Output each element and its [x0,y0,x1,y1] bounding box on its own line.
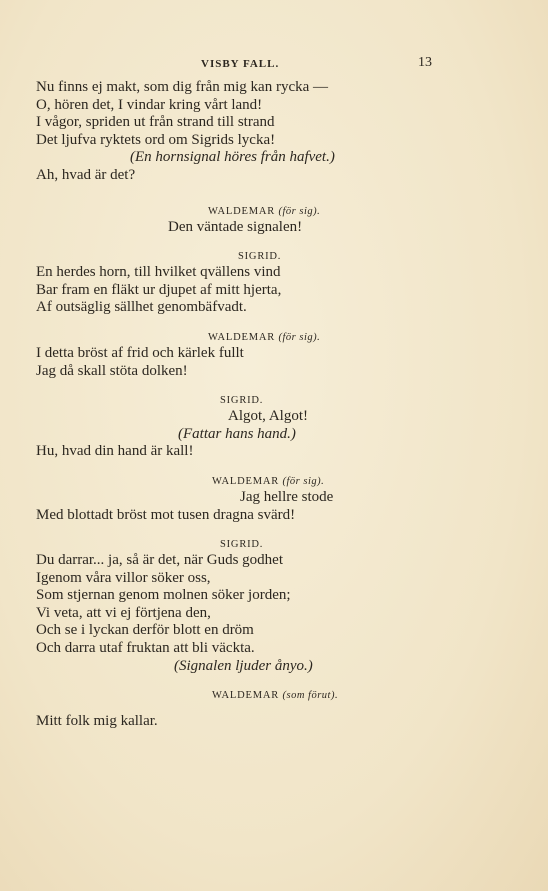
verse-line: Hu, hvad din hand är kall! [36,443,194,460]
verse-line: Igenom våra villor söker oss, [36,569,211,586]
speaker-heading [0,331,548,345]
stage-direction: (Signalen ljuder ånyo.) [174,657,313,674]
verse-line: I detta bröst af frid och kärlek fullt [36,344,244,361]
speaker-heading [0,538,548,552]
stage-direction: (Fattar hans hand.) [178,425,296,442]
verse-line: O, hören det, I vindar kring vårt land! [36,96,263,113]
verse-line: Bar fram en fläkt ur djupet af mitt hjerta, [36,281,282,298]
speaker-heading [0,205,548,219]
page-body [0,79,548,731]
verse-line: Och darra utaf fruktan att bli väckta. [36,640,255,657]
speaker-name: WALDEMAR [212,475,280,487]
verse-line: Det ljufva ryktets ord om Sigrids lycka! [36,131,276,148]
speaker-heading [0,394,548,408]
verse-line: Jag hellre stode [240,488,334,505]
verse-line: Med blottadt bröst mot tusen dragna svärd! [36,506,296,523]
verse-line: Som stjernan genom molnen söker jorden; [36,587,291,604]
verse-line: Den väntade signalen! [168,218,303,235]
speaker-heading [0,250,548,264]
verse-line: Och se i lyckan derför blott en dröm [36,622,254,639]
verse-line: Algot, Algot! [228,408,309,425]
speaker-aside: (för sig). [282,475,325,487]
stage-direction: (En hornsignal höres från hafvet.) [130,149,335,166]
verse-line: Mitt folk mig kallar. [36,713,158,730]
verse-line: Jag då skall stöta dolken! [36,362,188,379]
page-header [0,56,548,76]
speaker-name: SIGRID. [220,539,264,551]
speaker-heading [0,475,548,489]
running-title: VISBY FALL. [201,58,280,70]
speaker-heading [0,689,548,703]
verse-line: Vi veta, att vi ej förtjena den, [36,604,211,621]
speaker-name: WALDEMAR [208,205,276,217]
speaker-aside: (för sig). [278,205,321,217]
speaker-name: SIGRID. [220,395,264,407]
speaker-aside: (för sig). [278,331,321,343]
verse-line: I vågor, spriden ut från strand till strand [36,114,275,131]
verse-line: Af outsäglig sällhet genombäfvadt. [36,299,247,316]
verse-line: Nu finns ej makt, som dig från mig kan rycka — [36,79,329,95]
verse-line: Du darrar... ja, så är det, när Guds godhet [36,552,284,569]
speaker-name: SIGRID. [238,251,282,263]
speaker-name: WALDEMAR [208,331,276,343]
speaker-name: WALDEMAR [212,690,280,702]
speaker-aside: (som förut). [282,690,339,702]
verse-line: En herdes horn, till hvilket qvällens vind [36,264,281,281]
verse-line: Ah, hvad är det? [36,166,136,183]
page-number: 13 [418,55,432,70]
